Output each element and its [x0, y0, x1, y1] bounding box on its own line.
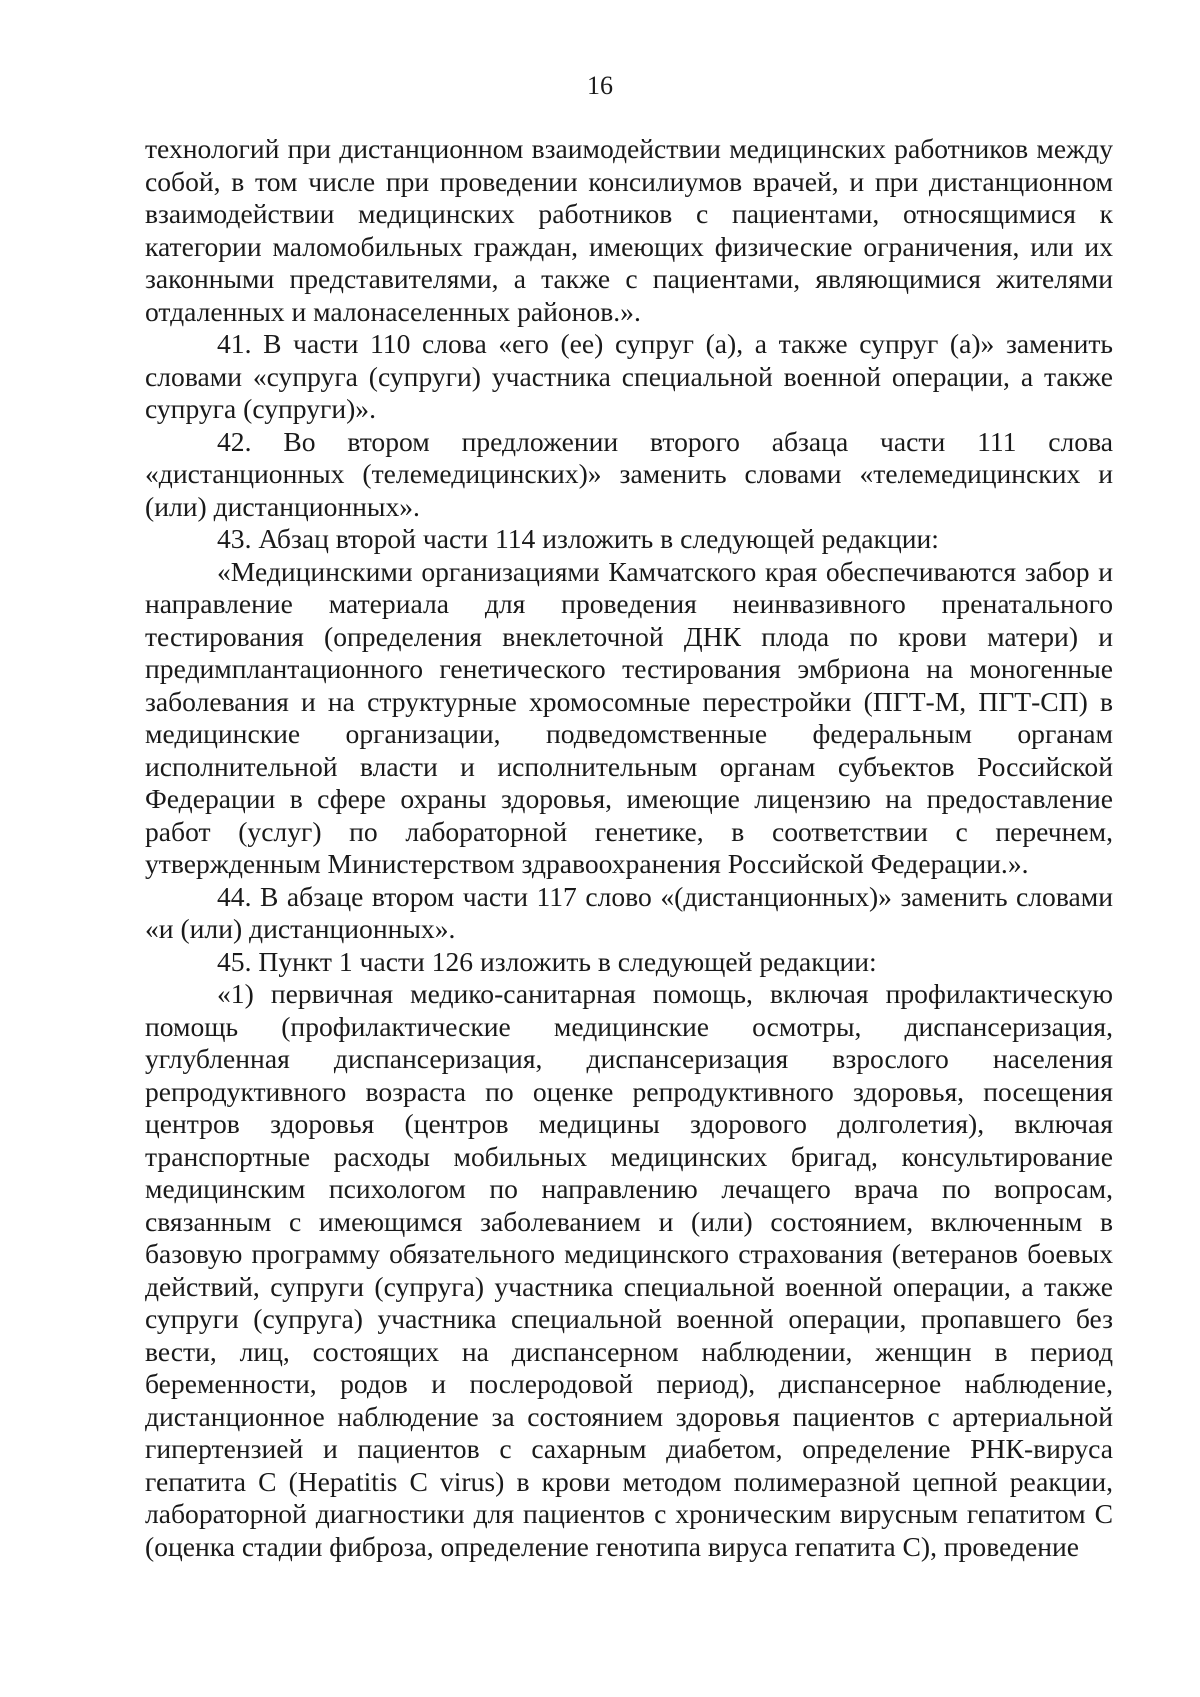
- paragraph-item-43: 43. Абзац второй части 114 изложить в следующей редакции:: [217, 523, 939, 554]
- paragraph-item-44: 44. В абзаце втором части 117 слово «(дистанционных)» заменить словами «и (или) дистанционных».: [145, 880, 1113, 944]
- paragraph-item-42: 42. Во втором предложении второго абзаца части 111 слова «дистанционных (телемедицинских)» заменить словами «телемедицинских и (или) дистанционных».: [145, 425, 1113, 522]
- paragraph-item-45: 45. Пункт 1 части 126 изложить в следующей редакции:: [217, 945, 877, 977]
- paragraph-quote-126: «1) первичная медико-санитарная помощь, включая профилактическую помощь (профилактические медицинские осмотры, диспансеризация, углубленная диспансеризация, диспансеризация взрослого населения репродуктивного возраста по оценке репродуктивного здоровья, посещения центров здоровья (центров медицины здорового долголетия), включая транспортные расходы мобильных медицинских бригад, консультирование медицинским психологом по направлению лечащего врача по вопросам, связанным с имеющимся заболеванием и (или) состоянием, включенным в базовую программу обязательного медицинского страхования (ветеранов боевых действий, супруги (супруга) участника специальной военной операции, а также супруги (супруга) участника специальной военной операции, пропавшего без вести, лиц, состоящих на диспансерном наблюдении, женщин в период беременности, родов и послеродовой период), диспансерное наблюдение, дистанционное наблюдение за состоянием здоровья пациентов с артериальной гипертензией и пациентов с сахарным диабетом, определение РНК-вируса гепатита С (Hepatitis C virus) в крови методом полимеразной цепной реакции, лабораторной диагностики для пациентов с хроническим вирусным гепатитом С (оценка стадии фиброза, определение генотипа вируса гепатита С), проведение: [145, 978, 1113, 1562]
- paragraph-quote-114: «Медицинскими организациями Камчатского края обеспечиваются забор и направление материала для проведения неинвазивного пренатального тестирования (определения внеклеточной ДНК плода по крови матери) и предимплантационного генетического тестирования эмбриона на моногенные заболевания и на структурные хромосомные перестройки (ПГТ-М, ПГТ-СП) в медицинские организации, подведомственные федеральным органам исполнительной власти и исполнительным органам субъектов Российской Федерации в сфере охраны здоровья, имеющие лицензию на предоставление работ (услуг) по лабораторной генетике, в соответствии с перечнем, утвержденным Министерством здравоохранения Российской Федерации.».: [145, 555, 1113, 879]
- paragraph-continuation: технологий при дистанционном взаимодействии медицинских работников между собой, в том числе при проведении консилиумов врачей, и при дистанционном взаимодействии медицинских работников с пациентами, относящимися к категории маломобильных граждан, имеющих физические ограничения, или их законными представителями, а также с пациентами, являющимися жителями отдаленных и малонаселенных районов.».: [145, 133, 1113, 327]
- page-number: 16: [587, 71, 613, 100]
- paragraph-item-41: 41. В части 110 слова «его (ее) супруг (а), а также супруг (а)» заменить словами «супруга (супруги) участника специальной военной операции, а также супруга (супруги)».: [145, 328, 1113, 424]
- document-body: [145, 133, 1113, 1563]
